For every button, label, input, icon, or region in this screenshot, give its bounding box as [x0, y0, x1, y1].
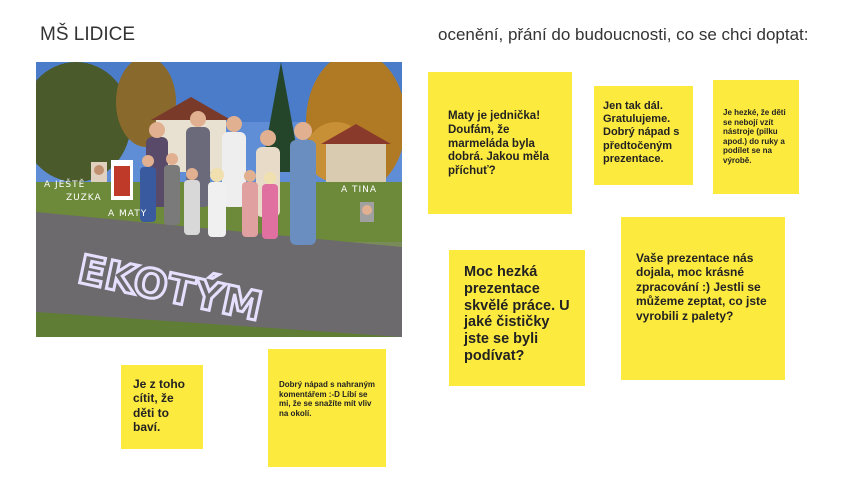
label-zuzka: ZUZKA	[66, 193, 102, 203]
label-a-tina: A TINA	[341, 185, 378, 195]
label-a-jeste: A JEŠTĚ	[44, 180, 86, 190]
sticky-note-maty: Maty je jednička! Doufám, že marmeláda byla dobrá. Jakou měla příchuť?	[428, 72, 572, 214]
sticky-note-jen-tak: Jen tak dál. Gratulujeme. Dobrý nápad s předtočeným prezentace.	[594, 86, 693, 185]
sticky-note-dobry-napad: Dobrý nápad s nahraným komentářem :-D Líbí se mi, že se snažíte mít vliv na okolí.	[268, 349, 386, 467]
sticky-note-vase-prezentace: Vaše prezentace nás dojala, moc krásné zpracování :) Jestli se můžeme zeptat, co jste vyrobili z palety?	[621, 217, 785, 380]
page-subtitle: ocenění, přání do budoucnosti, co se chci doptat:	[438, 25, 809, 44]
group-photo	[36, 62, 402, 337]
label-a-maty: A MATY	[108, 209, 148, 219]
sticky-note-moc-hezka: Moc hezká prezentace skvělé práce. U jaké čističky jste se byli podívat?	[449, 250, 585, 386]
chalk-text: EKOTÝM	[73, 246, 267, 331]
sticky-note-je-z-toho: Je z toho cítit, že děti to baví.	[121, 365, 203, 449]
page-title: MŠ LIDICE	[40, 24, 136, 45]
sticky-note-hezke-nastroje: Je hezké, že děti se nebojí vzít nástroje (pilku apod.) do ruky a podílet se na výrobě.	[713, 80, 799, 194]
